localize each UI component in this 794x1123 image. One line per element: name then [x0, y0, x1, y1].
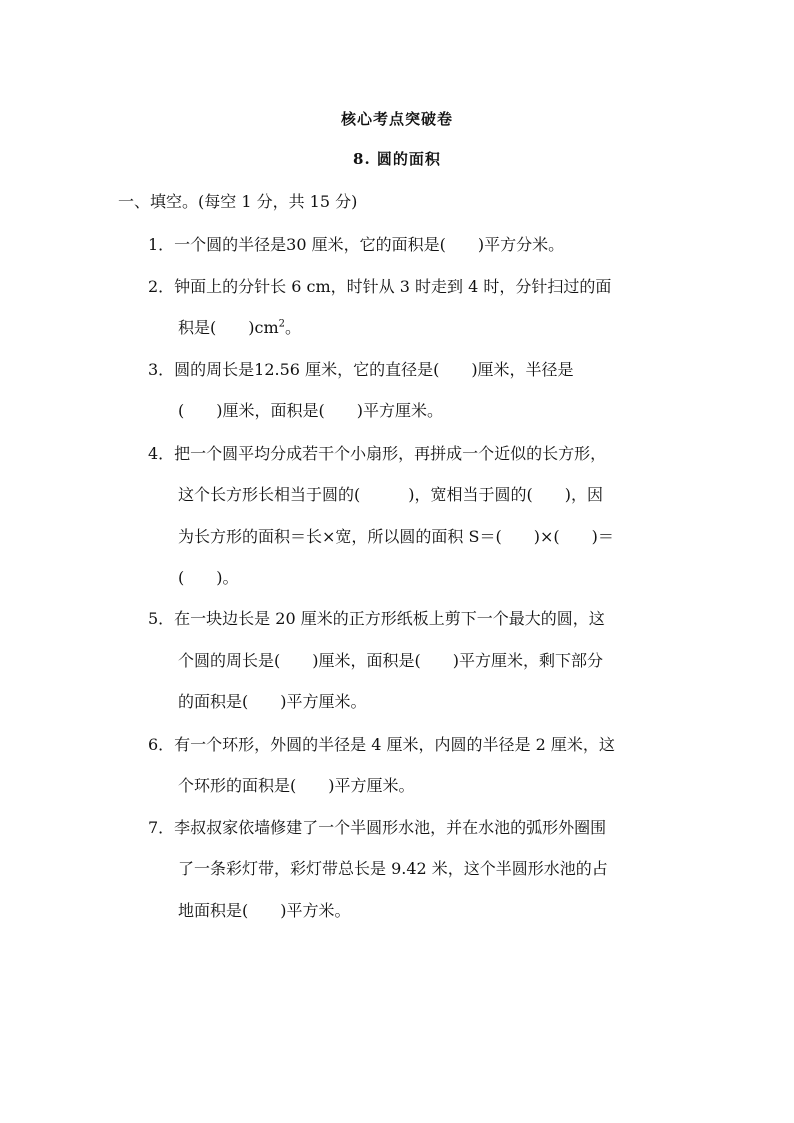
question-3-line-2: ( )厘米，面积是( )平方厘米。	[178, 401, 443, 420]
section-heading: 一、填空。(每空 1 分，共 15 分)	[118, 192, 358, 211]
question-5-line-2: 个圆的周长是( )厘米，面积是( )平方厘米，剩下部分	[178, 651, 603, 670]
question-6-line-1: 6．有一个环形，外圆的半径是 4 厘米，内圆的半径是 2 厘米，这	[148, 735, 615, 754]
question-5-line-1: 5．在一块边长是 20 厘米的正方形纸板上剪下一个最大的圆，这	[148, 609, 605, 628]
question-7-line-1: 7．李叔叔家依墙修建了一个半圆形水池，并在水池的弧形外圈围	[148, 818, 607, 837]
document-subtitle: 8. 圆的面积	[353, 150, 441, 168]
question-7-line-3: 地面积是( )平方米。	[178, 901, 351, 920]
question-7-line-2: 了一条彩灯带，彩灯带总长是 9.42 米，这个半圆形水池的占	[178, 859, 608, 878]
question-3-line-1: 3．圆的周长是12.56 厘米，它的直径是( )厘米，半径是	[148, 360, 574, 379]
question-5-line-3: 的面积是( )平方厘米。	[178, 692, 367, 711]
superscript-2: 2	[278, 318, 285, 330]
question-4-line-3: 为长方形的面积＝长×宽，所以圆的面积 S＝( )×( )＝	[178, 527, 614, 546]
question-4-line-4: ( )。	[178, 568, 239, 587]
question-2-line-2-end: 。	[285, 318, 302, 337]
document-title: 核心考点突破卷	[340, 110, 453, 128]
question-6-line-2: 个环形的面积是( )平方厘米。	[178, 776, 415, 795]
question-4-line-1: 4．把一个圆平均分成若干个小扇形，再拼成一个近似的长方形，	[148, 444, 607, 463]
question-4-line-2: 这个长方形长相当于圆的( )，宽相当于圆的( )，因	[178, 485, 603, 504]
question-2-line-2	[178, 315, 301, 338]
question-2-line-1: 2．钟面上的分针长 6 cm，时针从 3 时走到 4 时，分针扫过的面	[148, 277, 612, 296]
question-1-line-1: 1．一个圆的半径是30 厘米，它的面积是( )平方分米。	[148, 235, 565, 254]
question-2-line-2-text: 积是( )cm	[178, 318, 279, 337]
